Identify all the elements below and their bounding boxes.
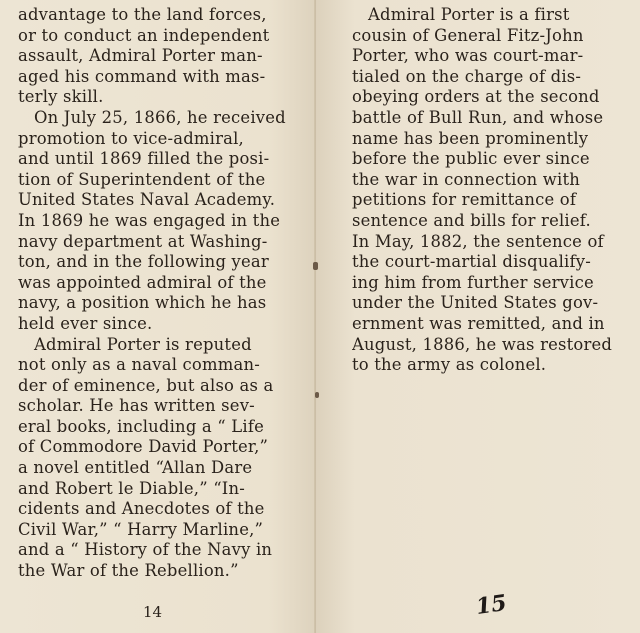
text-line: the war in connection with: [352, 169, 581, 189]
right-page: [316, 0, 640, 633]
text-line: obeying orders at the second: [352, 87, 600, 107]
text-line: and a “ History of the Navy in: [18, 540, 273, 560]
text-line: Admiral Porter is reputed: [34, 334, 252, 354]
text-line: eral books, including a “ Life: [18, 416, 264, 436]
text-line: the War of the Rebellion.”: [18, 561, 239, 581]
text-line: name has been prominently: [352, 128, 589, 148]
text-line: battle of Bull Run, and whose: [352, 107, 604, 127]
text-line: cidents and Anecdotes of the: [18, 499, 265, 519]
right-page-text: [352, 5, 622, 376]
text-line: tion of Superintendent of the: [18, 169, 266, 189]
text-line: the court-martial disqualify-: [352, 252, 591, 272]
text-line: In 1869 he was engaged in the: [18, 210, 281, 230]
text-line: Porter, who was court-mar-: [352, 46, 584, 66]
paper-speck: [315, 392, 319, 398]
text-line: tialed on the charge of dis-: [352, 66, 582, 86]
text-line: Civil War,” “ Harry Marline,”: [18, 519, 264, 539]
text-line: and until 1869 filled the posi-: [18, 149, 270, 169]
text-line: promotion to vice-admiral,: [18, 128, 244, 148]
text-line: On July 25, 1866, he received: [34, 107, 286, 127]
text-line: of Commodore David Porter,”: [18, 437, 269, 457]
text-line: not only as a naval comman-: [18, 355, 260, 375]
text-line: and Robert le Diable,” “In-: [18, 478, 245, 498]
text-line: petitions for remittance of: [352, 190, 577, 210]
text-line: was appointed admiral of the: [18, 272, 267, 292]
paper-speck: [313, 262, 318, 270]
left-page-text: [18, 5, 290, 582]
text-line: advantage to the land forces,: [18, 5, 267, 24]
text-line: assault, Admiral Porter man-: [18, 46, 263, 66]
text-line: ton, and in the following year: [18, 252, 269, 272]
text-line: Admiral Porter is a first: [368, 5, 570, 24]
page-number-right: 15: [474, 589, 509, 621]
text-line: aged his command with mas-: [18, 66, 266, 86]
text-line: terly skill.: [18, 87, 104, 107]
text-line: to the army as colonel.: [352, 355, 547, 375]
text-line: before the public ever since: [352, 149, 590, 169]
page-number-left: 14: [143, 603, 163, 621]
text-line: cousin of General Fitz-John: [352, 25, 584, 45]
text-line: scholar. He has written sev-: [18, 396, 255, 416]
text-line: a novel entitled “Allan Dare: [18, 458, 253, 478]
text-line: under the United States gov-: [352, 293, 599, 313]
left-page: [0, 0, 316, 633]
text-line: ernment was remitted, and in: [352, 313, 605, 333]
text-line: sentence and bills for relief.: [352, 210, 591, 230]
text-line: der of eminence, but also as a: [18, 375, 274, 395]
text-line: United States Naval Academy.: [18, 190, 276, 210]
text-line: navy, a position which he has: [18, 293, 267, 313]
text-line: held ever since.: [18, 313, 153, 333]
text-line: ing him from further service: [352, 272, 594, 292]
text-line: or to conduct an independent: [18, 25, 270, 45]
text-line: In May, 1882, the sentence of: [352, 231, 604, 251]
text-line: August, 1886, he was restored: [352, 334, 613, 354]
text-line: navy department at Washing-: [18, 231, 268, 251]
